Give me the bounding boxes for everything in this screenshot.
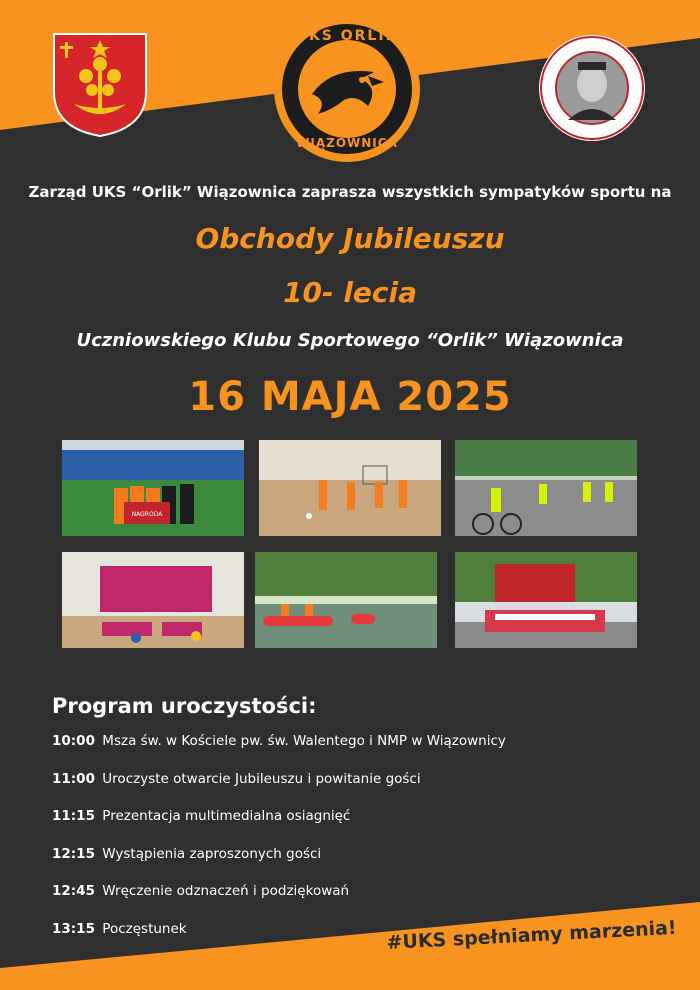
kayaking-photo xyxy=(255,552,437,648)
stadium-team-photo xyxy=(62,440,244,536)
program-time: 12:15 xyxy=(52,845,95,862)
program-item xyxy=(52,771,506,809)
gym-football-photo xyxy=(259,440,441,536)
cycling-photo xyxy=(455,440,637,536)
coat-of-arms-icon xyxy=(52,32,148,138)
event-date: 16 MAJA 2025 xyxy=(188,374,512,420)
volleyball-team-photo xyxy=(62,552,244,648)
program-time: 11:15 xyxy=(52,808,95,825)
club-logo xyxy=(272,14,422,164)
program-item xyxy=(52,846,506,884)
invitation-text: Zarząd UKS “Orlik” Wiązownica zaprasza wszystkich sympatyków sportu na xyxy=(28,183,672,201)
program-description: Poczęstunek xyxy=(102,920,187,937)
program-item xyxy=(52,808,506,846)
program-item xyxy=(52,733,506,771)
program-description: Wręczenie odznaczeń i podziękowań xyxy=(102,883,350,900)
program-list xyxy=(52,733,506,959)
event-title-line1: Obchody Jubileuszu xyxy=(195,222,505,255)
club-logo-bottom-text: WIĄZOWNICA xyxy=(296,136,398,150)
program-time: 11:00 xyxy=(52,770,95,787)
slogan-hashtag: #UKS spełniamy marzenia! xyxy=(386,916,678,954)
club-logo-top-text: UKS ORLIK xyxy=(295,28,399,44)
national-stadium-photo xyxy=(455,552,637,648)
program-description: Prezentacja multimedialna osiagnięć xyxy=(102,808,351,825)
program-time: 13:15 xyxy=(52,920,95,937)
program-description: Msza św. w Kościele pw. św. Walentego i NMP w Wiązownicy xyxy=(102,733,506,749)
club-full-name: Uczniowskiego Klubu Sportowego “Orlik” Wiązownica xyxy=(76,330,624,351)
program-heading: Program uroczystości: xyxy=(52,694,317,718)
program-description: Wystąpienia zaproszonych gości xyxy=(102,845,322,862)
program-description: Uroczyste otwarcie Jubileuszu i powitanie gości xyxy=(102,770,421,787)
school-seal xyxy=(538,34,646,142)
program-item xyxy=(52,883,506,921)
program-time: 12:45 xyxy=(52,883,95,900)
photo-badge-text: NAGRODA xyxy=(131,511,163,518)
event-title-line2: 10- lecia xyxy=(282,276,417,309)
program-time: 10:00 xyxy=(52,733,95,749)
